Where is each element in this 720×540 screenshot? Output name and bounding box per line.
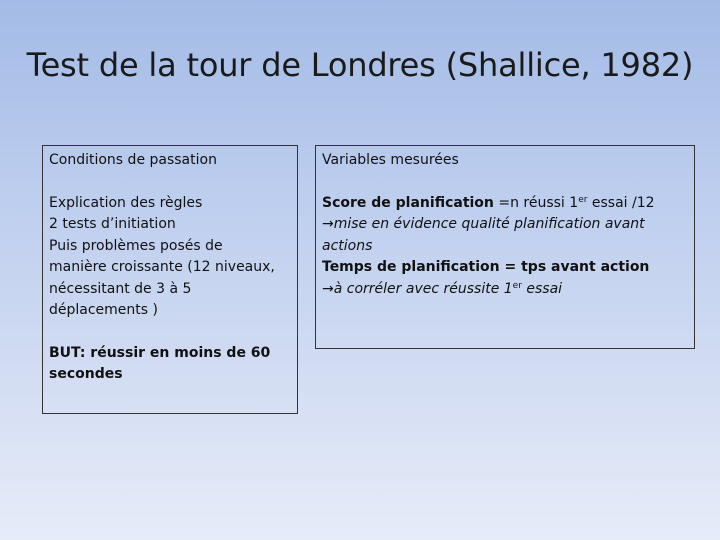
score-end: essai /12 [587, 194, 655, 211]
arrow-right-icon: → [322, 216, 334, 232]
quality-line [322, 214, 688, 236]
quality-text: mise en évidence qualité planification avant [333, 216, 645, 232]
conditions-line: 2 tests d’initiation [49, 216, 176, 232]
correlate-sup: er [512, 280, 522, 291]
score-sup: er [578, 194, 588, 205]
correlate-text: à corréler avec réussite 1 [333, 280, 513, 297]
actions-line: actions [322, 237, 373, 254]
conditions-line: Explication des règles [49, 194, 203, 211]
correlate-line [322, 279, 688, 301]
conditions-box [42, 145, 298, 414]
variables-header: Variables mesurées [322, 152, 459, 168]
time-line: Temps de planification = tps avant action [322, 259, 650, 275]
slide-title: Test de la tour de Londres (Shallice, 1982) [26, 46, 694, 84]
conditions-line: manière croissante (12 niveaux, [49, 259, 275, 275]
conditions-header: Conditions de passation [49, 152, 217, 168]
variables-box [315, 145, 695, 349]
goal-line: secondes [49, 366, 123, 382]
score-label: Score de planification [322, 194, 494, 211]
correlate-end: essai [521, 280, 563, 297]
conditions-line: nécessitant de 3 à 5 [49, 280, 192, 297]
score-text: =n réussi 1 [493, 194, 579, 211]
goal-line: BUT: réussir en moins de 60 [49, 344, 271, 361]
score-line [322, 193, 688, 215]
arrow-right-icon: → [322, 280, 334, 297]
conditions-line: Puis problèmes posés de [49, 237, 223, 254]
conditions-line: déplacements ) [49, 302, 158, 318]
